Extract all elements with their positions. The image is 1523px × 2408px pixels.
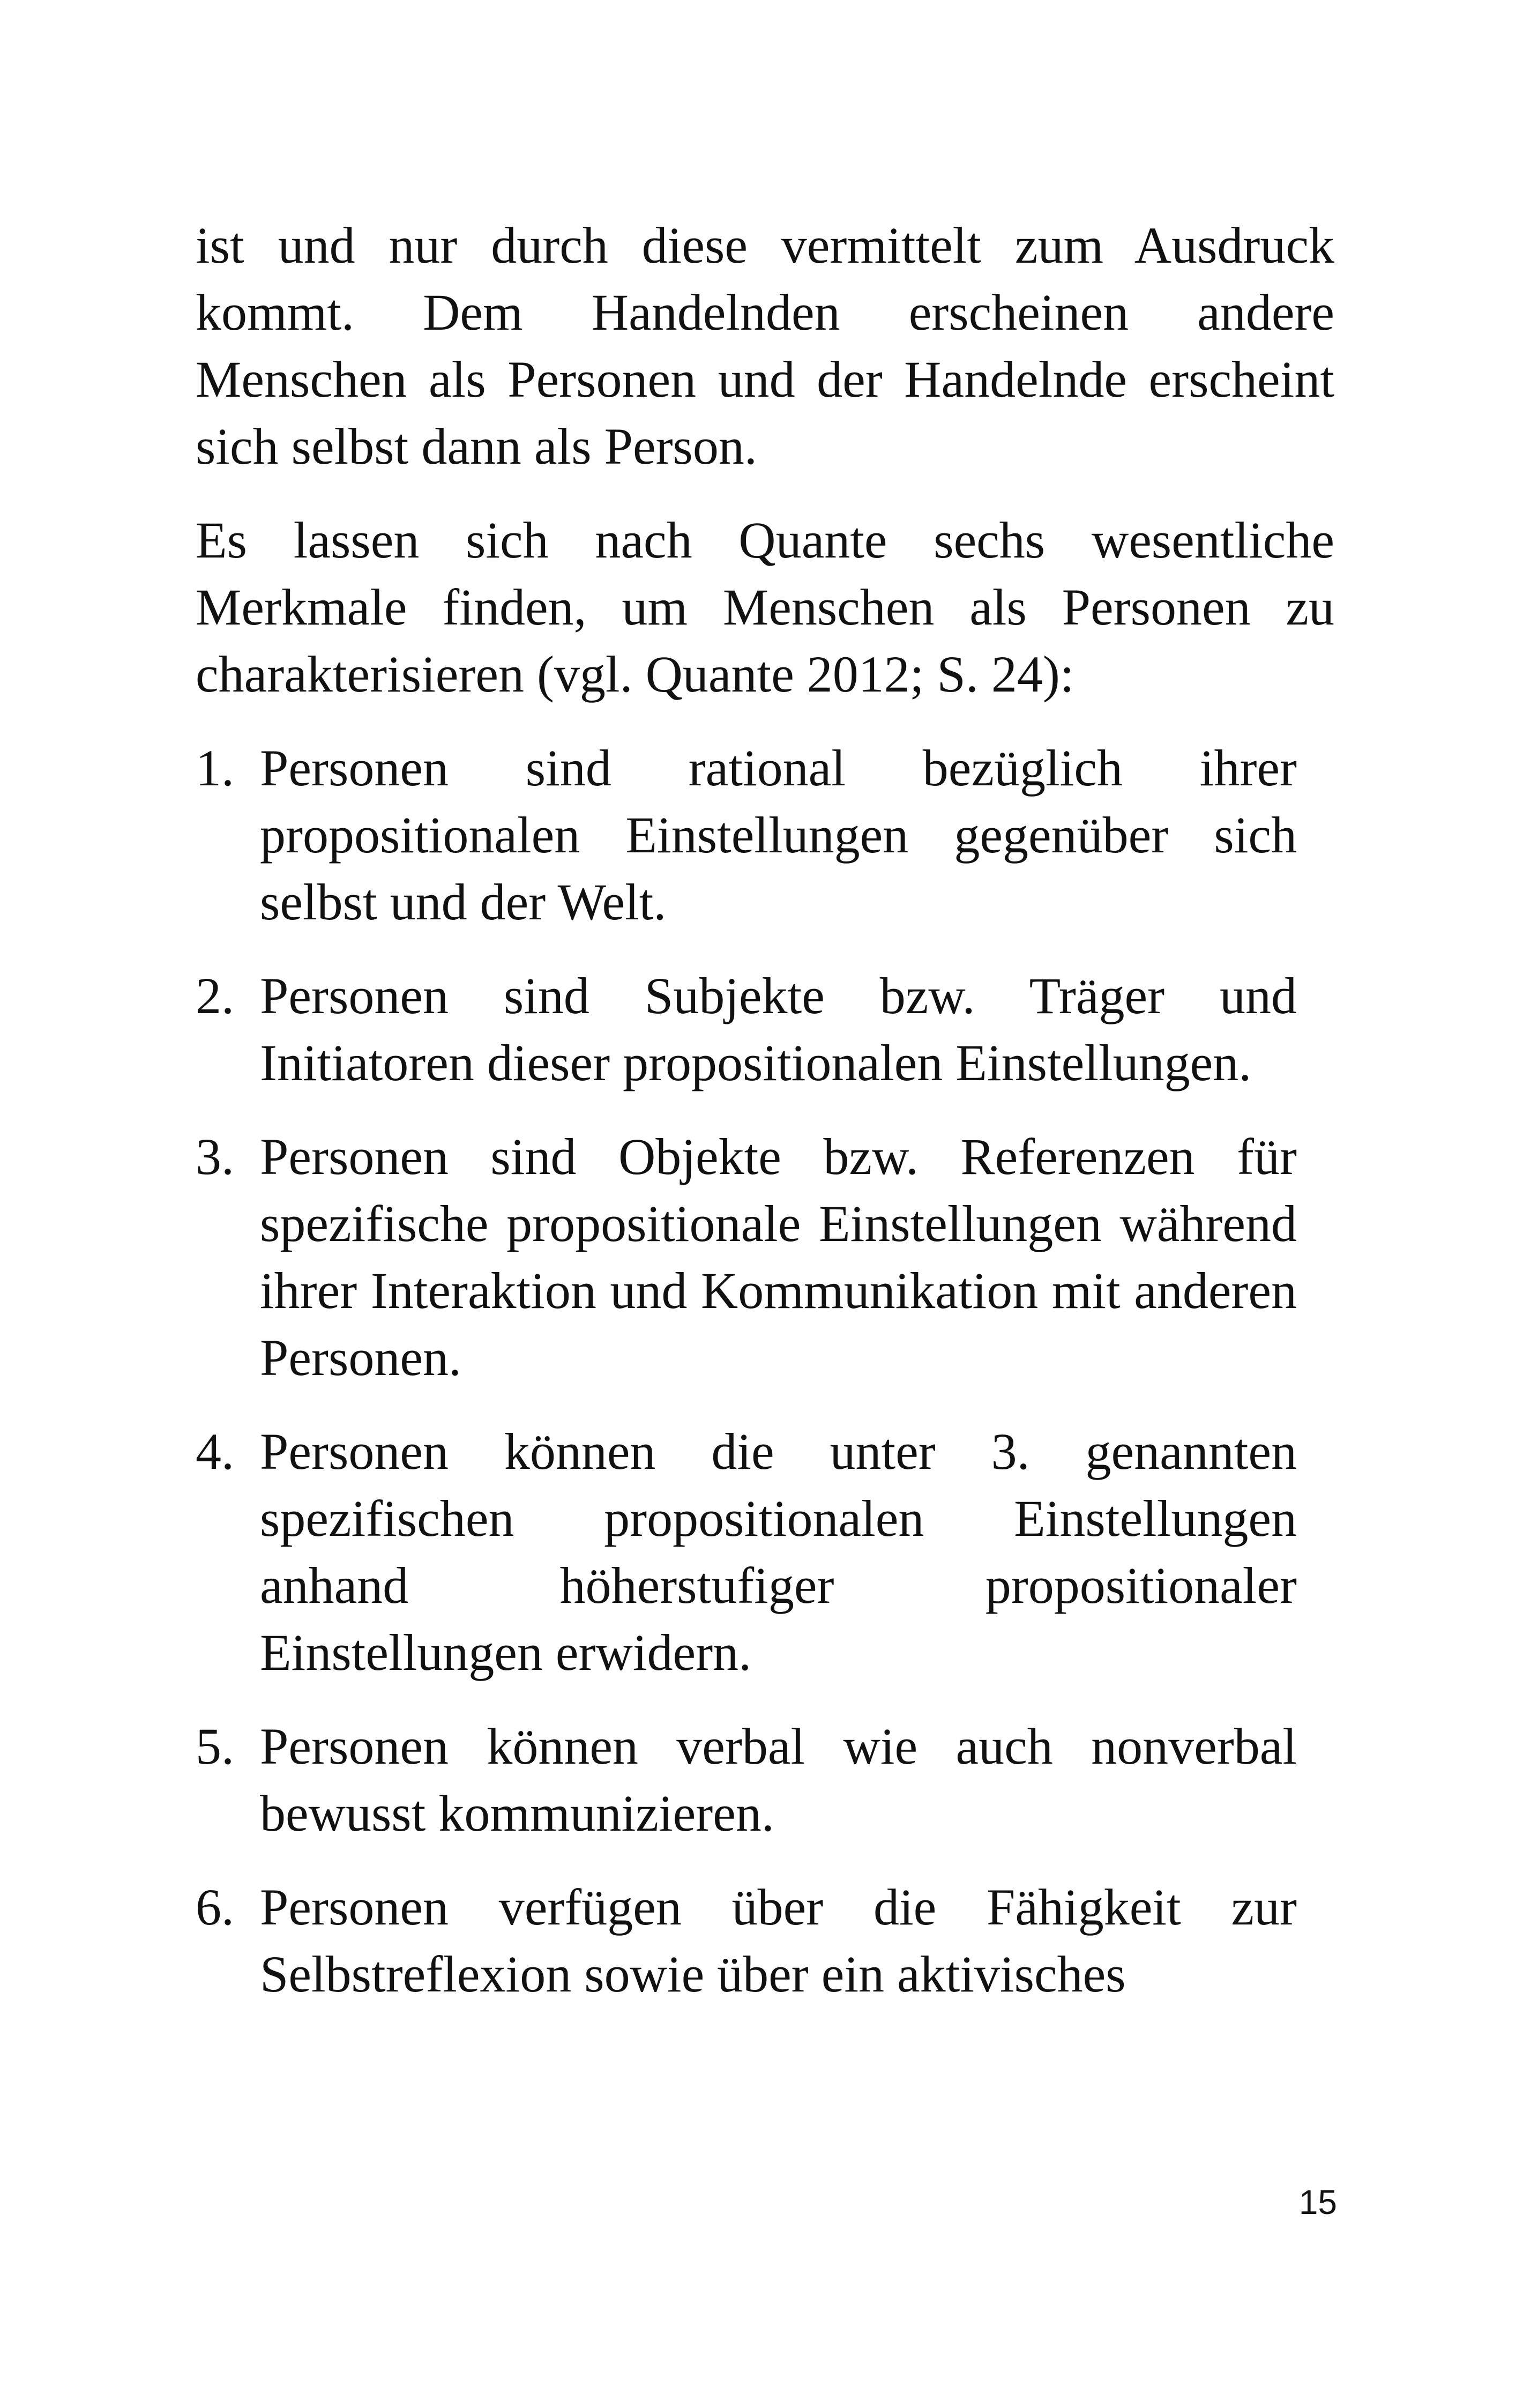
list-item-text: Personen können verbal wie auch nonverbal bewusst kommunizieren. [260,1718,1297,1842]
list-item-text: Personen sind Subjekte bzw. Träger und Initiatoren dieser propositionalen Einstellungen. [260,967,1297,1091]
list-item [196,1874,1297,2008]
list-item-text: Personen sind Objekte bzw. Referenzen für spezifische propositionale Einstellungen während ihrer Interaktion und Kommunikation mit anderen Personen. [260,1128,1297,1386]
list-item [196,1418,1297,1686]
list-item-number: 2. [196,967,234,1024]
list-item [196,1713,1297,1847]
list-item-number: 5. [196,1718,234,1775]
list-item [196,734,1297,935]
page-number: 15 [1298,2183,1337,2221]
list-item-number: 3. [196,1128,234,1185]
list-item-text: Personen verfügen über die Fähigkeit zur Selbstreflexion sowie über ein aktivisches [260,1878,1297,2003]
paragraph-intro: Es lassen sich nach Quante sechs wesentliche Merkmale finden, um Menschen als Personen zu charakterisieren (vgl. Quante 2012; S. 24): [196,511,1334,703]
body-text [196,212,1334,2034]
criteria-list [196,734,1297,2008]
list-item-number: 6. [196,1878,234,1936]
list-item-number: 1. [196,739,234,797]
list-item-number: 4. [196,1423,234,1480]
list-item-text: Personen können die unter 3. genannten spezifischen propositionalen Einstellungen anhand höherstufiger propositionaler Einstellungen erwidern. [260,1423,1297,1681]
list-item [196,962,1297,1096]
list-item-text: Personen sind rational bezüglich ihrer propositionalen Einstellungen gegenüber sich selbst und der Welt. [260,739,1297,931]
paragraph-continuation: ist und nur durch diese vermittelt zum Ausdruck kommt. Dem Handelnden erscheinen andere Menschen als Personen und der Handelnde erscheint sich selbst dann als Person. [196,217,1334,475]
list-item [196,1123,1297,1391]
